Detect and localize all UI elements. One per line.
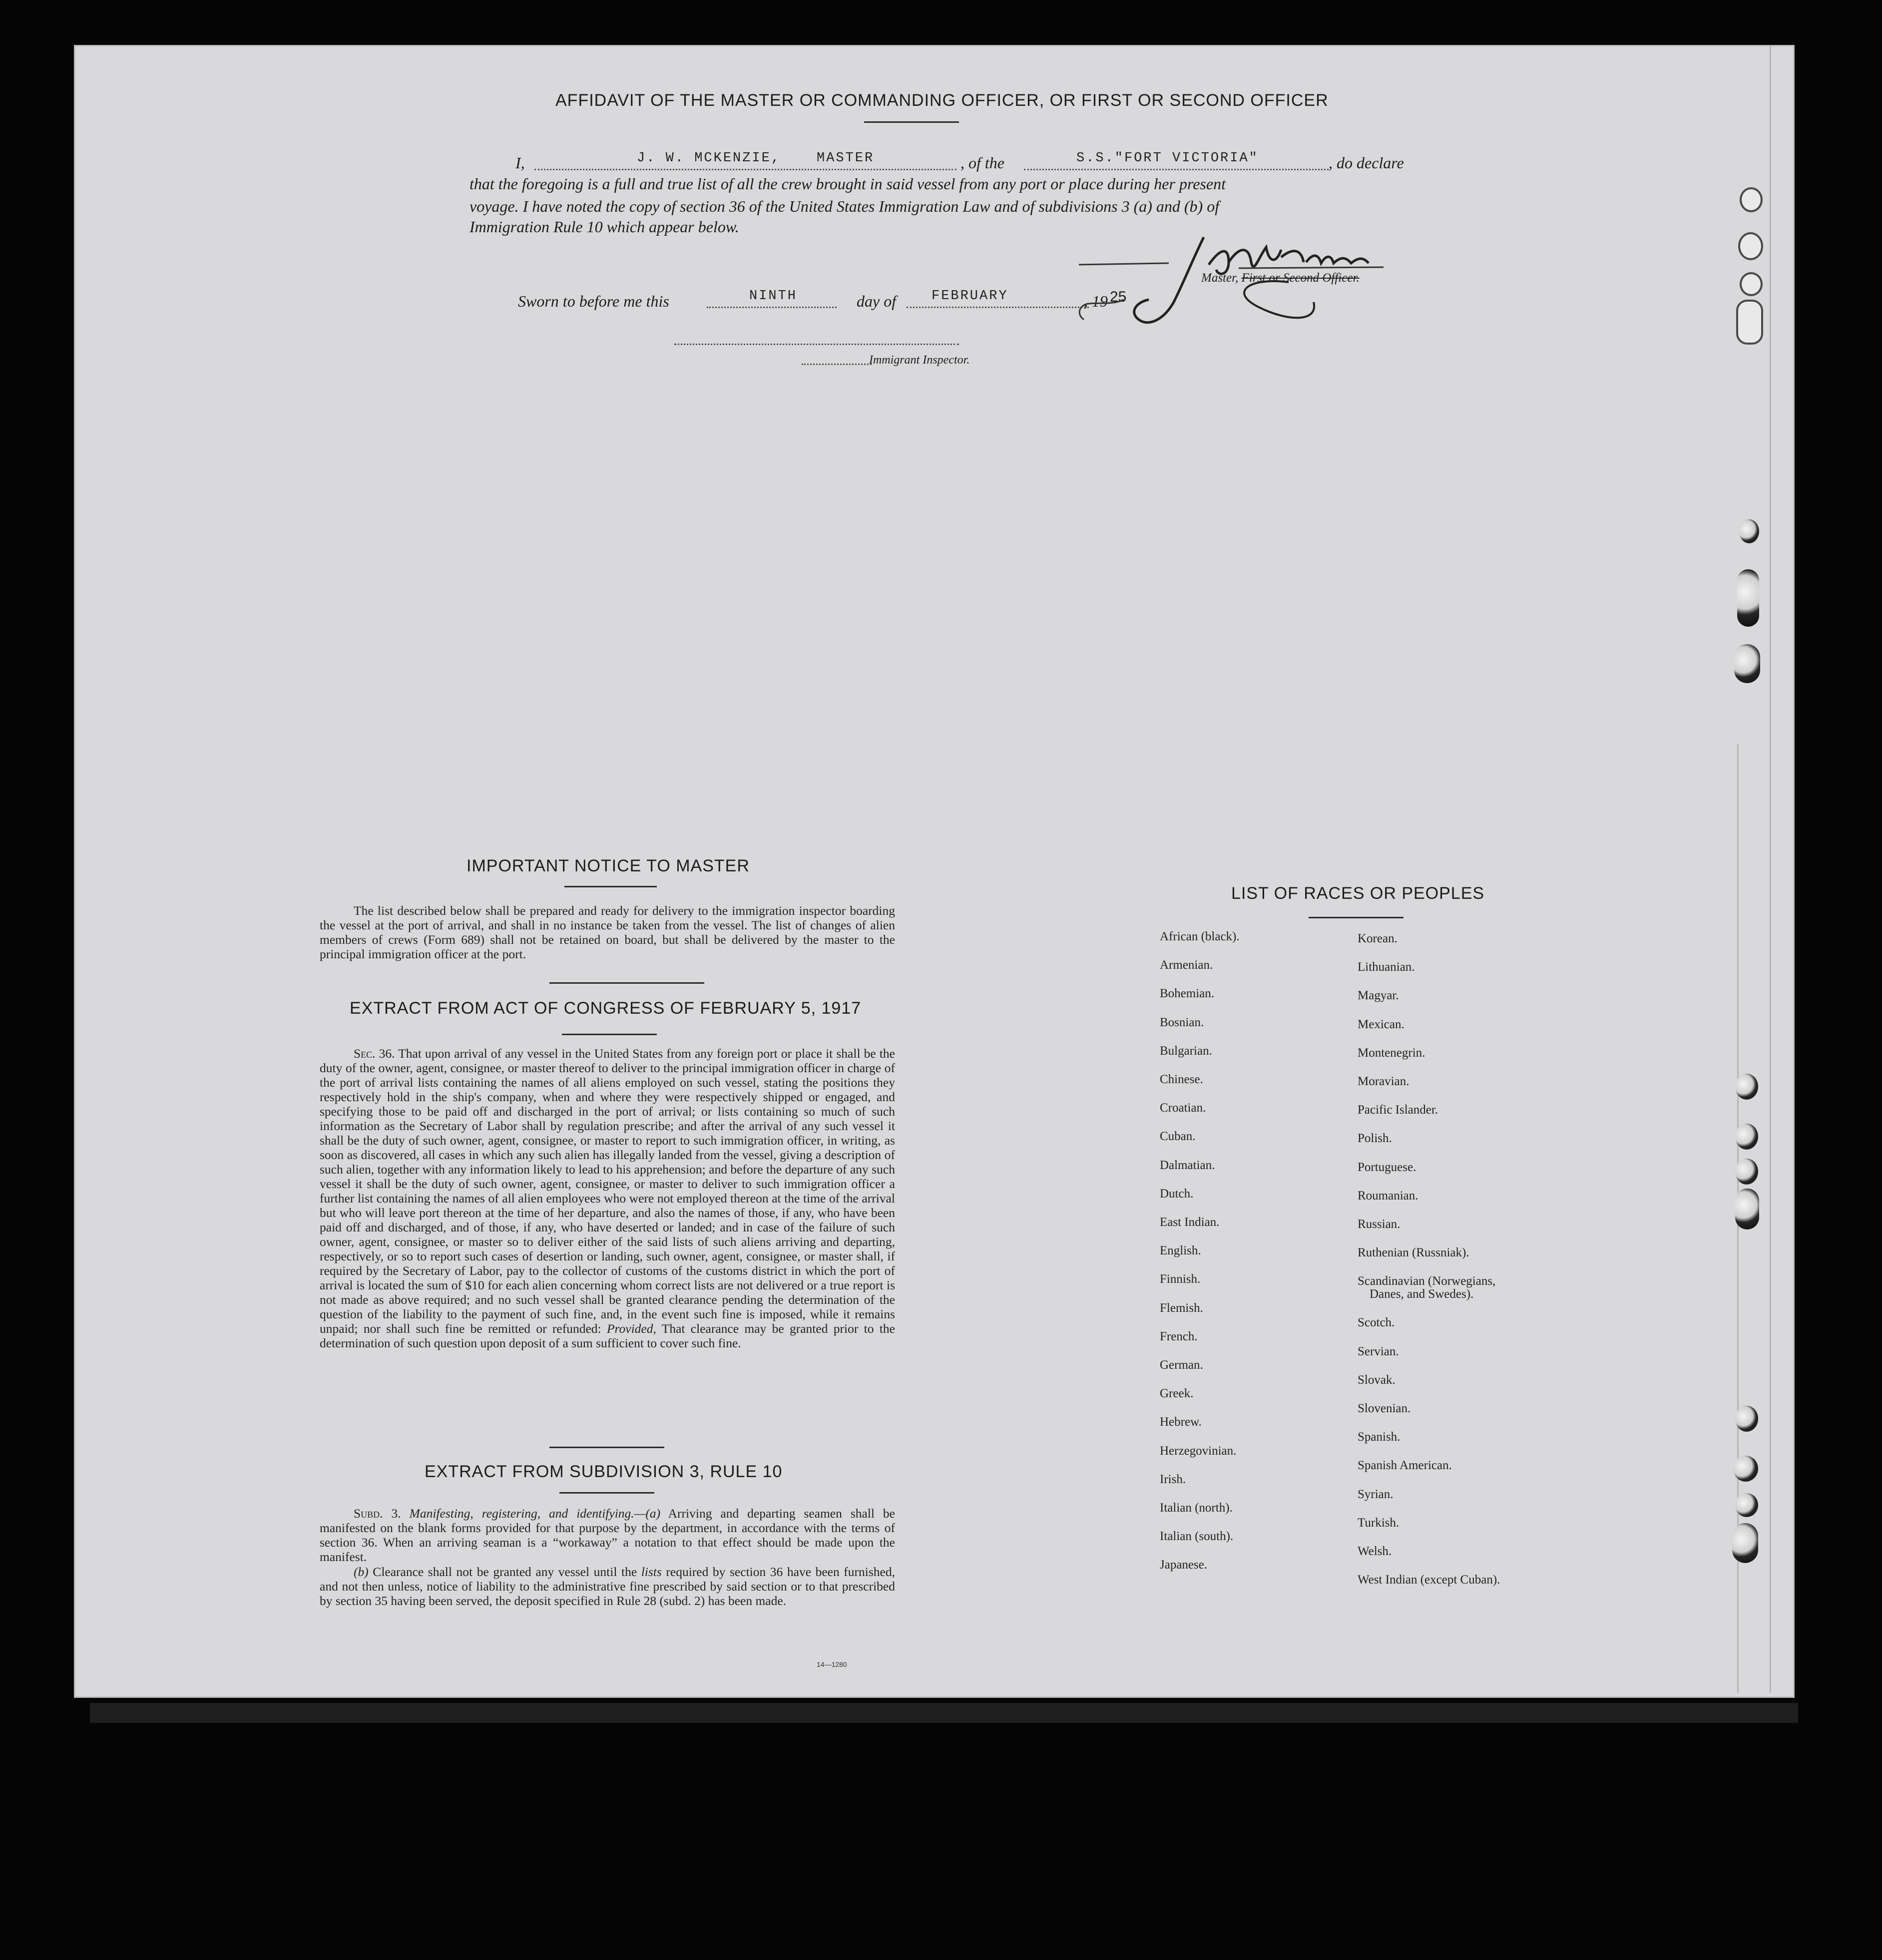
notice-divider (549, 982, 704, 984)
punch-hole (1735, 1124, 1758, 1150)
race-item: Italian (south). (1160, 1530, 1234, 1544)
punch-hole (1736, 300, 1763, 345)
title-rule (864, 121, 959, 123)
punch-hole (1733, 1456, 1758, 1482)
race-item: Moravian. (1358, 1075, 1410, 1088)
punch-hole (1735, 1493, 1758, 1517)
race-item: Magyar. (1358, 989, 1399, 1003)
rule-subd-label: Subd. 3. (354, 1506, 401, 1521)
underlying-sheet-edge (90, 1703, 1798, 1723)
signature-caption-master: Master, (1201, 271, 1242, 285)
race-item: Flemish. (1160, 1301, 1203, 1315)
month-blank (907, 307, 1089, 308)
race-item: Bohemian. (1160, 987, 1215, 1001)
race-item: Irish. (1160, 1472, 1186, 1486)
race-item: African (black). (1160, 930, 1240, 943)
race-item: Scandinavian (Norwegians, (1358, 1274, 1496, 1288)
act-section-body: That upon arrival of any vessel in the United States from any foreign port or place it shall be the duty of the owner, agent, consignee, or master thereof to deliver to the principal immigration officer in charge of the port of arrival lists containing the names of all aliens employed on such vessel, stating the positions they respectively hold in the ship's company, when and where they were respectively shipped or engaged, and specifying those to be paid off and discharged in the port of arrival; or lists containing so much of such information as the Secretary of Labor shall by regulation prescribe; and after the arrival of any such vessel it shall be the duty of such owner, agent, consignee, or master to report to such immigration officer, in writing, as soon as discovered, all cases in which any such alien has illegally landed from the vessel, giving a description of such alien, together with any information likely to lead to his apprehension; and before the departure of any such vessel it shall be the duty of such owner, agent, consignee, or master to deliver to such immigration officer a further list containing the names of all alien employees who were not employed thereon at the time of the arrival but who will leave port thereon at the time of her departure, and also the names of those, if any, who have been paid off and discharged, and of those, if any, who have deserted or landed; and in case of the failure of such owner, agent, consignee, or master so to deliver either of the said lists of such aliens arriving and departing, respectively, or so to report such cases of desertion or landing, such owner, agent, consignee, or master shall, if required by the Secretary of Labor, pay to the collector of customs of the customs district in which the port of arrival is located the sum of $10 for each alien concerning whom correct lists are not delivered or a true report is not made as above required; and no such vessel shall be granted clearance pending the determination of the question of the liability to the payment of such fine, and, in the event such fine is imposed, while it remains unpaid; nor shall such fine be remitted or refunded: (320, 1046, 895, 1336)
race-item: Chinese. (1160, 1073, 1203, 1086)
notice-text: The list described below shall be prepared and ready for delivery to the immigration inspector boarding the vessel at the port of arrival, and shall in no instance be taken from the vessel. The list of changes of alien members of crews (Form 689) shall not be retained on board, but shall be delivered by the master to the principal immigration officer at the port. (320, 903, 895, 961)
punch-hole (1738, 232, 1763, 260)
signature-caption-struck: First or Second Officer. (1241, 271, 1360, 285)
rule-para-a (320, 1506, 895, 1564)
act-provided: Provided, (606, 1321, 656, 1336)
act-rule (562, 1034, 657, 1035)
sworn-month: FEBRUARY (932, 289, 1008, 304)
race-item: Croatian. (1160, 1101, 1206, 1115)
affidavit-line-2: that the foregoing is a full and true list of all the crew brought in said vessel from any port or place during her present (470, 175, 1226, 193)
affidavit-i: I, (515, 154, 525, 172)
rule-para-b-lists: lists (641, 1565, 662, 1579)
race-item: Turkish. (1358, 1516, 1400, 1530)
race-item: Bulgarian. (1160, 1044, 1212, 1058)
punch-hole (1735, 1159, 1758, 1184)
act-divider (549, 1447, 664, 1448)
race-item: Spanish. (1358, 1430, 1401, 1444)
race-item: Polish. (1358, 1132, 1392, 1146)
race-item: Slovenian. (1358, 1401, 1411, 1415)
of-the-label: , of the (960, 154, 1004, 172)
sworn-year: 25 (1110, 289, 1127, 305)
punch-hole (1737, 569, 1759, 627)
form-number: 14—1280 (817, 1660, 847, 1668)
race-item: Dalmatian. (1160, 1158, 1215, 1172)
do-declare-label: , do declare (1329, 154, 1404, 172)
race-item: Cuban. (1160, 1130, 1196, 1144)
punch-hole (1734, 644, 1760, 683)
race-item: Montenegrin. (1358, 1046, 1425, 1060)
race-item: Roumanian. (1358, 1188, 1418, 1202)
punch-hole (1732, 1523, 1758, 1563)
race-item: Italian (north). (1160, 1501, 1233, 1515)
inspector-caption: Immigrant Inspector. (869, 354, 970, 367)
race-item: Hebrew. (1160, 1415, 1202, 1429)
sworn-label: Sworn to before me this (518, 292, 669, 310)
year-prefix: , 19 (1084, 292, 1108, 310)
act-section-label: Sec. 36. (354, 1046, 395, 1061)
act-text (320, 1046, 895, 1350)
inspector-blank-2 (802, 364, 872, 365)
race-item: West Indian (except Cuban). (1358, 1573, 1500, 1587)
punch-hole (1735, 1188, 1759, 1229)
race-item: Pacific Islander. (1358, 1103, 1438, 1117)
races-rule (1309, 917, 1404, 918)
punch-hole (1740, 187, 1763, 212)
day-of-label: day of (857, 292, 897, 310)
punch-hole (1735, 1074, 1758, 1100)
act-title: EXTRACT FROM ACT OF CONGRESS OF FEBRUARY 5, 1917 (350, 999, 862, 1018)
race-item: Servian. (1358, 1344, 1399, 1358)
race-item: Ruthenian (Russniak). (1358, 1246, 1469, 1260)
rule-para-b (320, 1565, 895, 1608)
rule-para-a-label: —(a) (634, 1506, 661, 1521)
race-item: English. (1160, 1244, 1201, 1258)
race-item: Scotch. (1358, 1316, 1395, 1330)
race-item: Greek. (1160, 1387, 1194, 1401)
race-item: Syrian. (1358, 1487, 1394, 1501)
inspector-blank (674, 344, 959, 345)
act-section-end: That clearance may be granted prior to the determination of such question upon deposit of a sum sufficient to cover such fine. (320, 1321, 895, 1350)
race-item: German. (1160, 1358, 1203, 1372)
race-item: Russian. (1358, 1217, 1401, 1231)
vessel-blank (1024, 169, 1329, 170)
name-blank (534, 169, 956, 170)
race-item: Slovak. (1358, 1373, 1396, 1387)
punch-hole (1740, 272, 1763, 296)
affidavit-title: AFFIDAVIT OF THE MASTER OR COMMANDING OFFICER, OR FIRST OR SECOND OFFICER (555, 91, 1329, 110)
race-item: Armenian. (1160, 958, 1213, 972)
race-item: Welsh. (1358, 1544, 1392, 1558)
races-title: LIST OF RACES OR PEOPLES (1231, 884, 1485, 903)
rule-subd-heading: Manifesting, registering, and identifying. (409, 1506, 634, 1521)
rule-para-b-label: (b) (354, 1565, 369, 1579)
page-edge-line (1770, 45, 1771, 1693)
race-item: Portuguese. (1358, 1160, 1416, 1174)
punch-hole (1739, 519, 1759, 543)
rule-title: EXTRACT FROM SUBDIVISION 3, RULE 10 (425, 1462, 783, 1481)
race-item: Herzegovinian. (1160, 1444, 1237, 1458)
vessel-name: S.S."FORT VICTORIA" (1076, 151, 1259, 166)
race-item: Korean. (1358, 932, 1398, 945)
year-scribble (1074, 285, 1134, 325)
signature-caption (1201, 271, 1360, 285)
race-item: Mexican. (1358, 1017, 1405, 1031)
rule-para-b-text-2: required by section 36 have been furnished, and not then unless, notice of liability to the administrative fine prescribed by said section or to that prescribed by section 35 having been served, the deposit specified in Rule 28 (subd. 2) has been made. (320, 1565, 895, 1608)
race-item: Danes, and Swedes). (1370, 1287, 1474, 1301)
race-item: French. (1160, 1329, 1198, 1343)
punch-hole (1735, 1406, 1758, 1432)
affidavit-line-3: voyage. I have noted the copy of section 36 of the United States Immigration Law and of subdivisions 3 (a) and (b) of (470, 197, 1220, 215)
notice-title: IMPORTANT NOTICE TO MASTER (467, 856, 750, 875)
rule-para-b-text-1: Clearance shall not be granted any vessel until the (368, 1565, 641, 1579)
rule-title-rule (559, 1492, 654, 1494)
race-item: Japanese. (1160, 1558, 1208, 1572)
race-item: Dutch. (1160, 1186, 1194, 1200)
race-item: Lithuanian. (1358, 960, 1415, 974)
race-item: Bosnian. (1160, 1015, 1204, 1029)
race-item: Finnish. (1160, 1272, 1201, 1286)
master-name: J. W. MCKENZIE, (637, 151, 781, 166)
sworn-day: NINTH (749, 289, 798, 304)
rule-para-a-text: Arriving and departing seamen shall be manifested on the blank forms provided for that purpose by the department, in accordance with the terms of section 36. When an arriving seaman is a “workaway” a notation to that effect should be made upon the manifest. (320, 1506, 896, 1564)
affidavit-line-4: Immigration Rule 10 which appear below. (470, 218, 739, 236)
day-blank (707, 307, 837, 308)
race-item: East Indian. (1160, 1215, 1220, 1229)
race-item: Spanish American. (1358, 1459, 1452, 1473)
master-rank: MASTER (817, 151, 875, 166)
notice-rule (564, 886, 657, 887)
